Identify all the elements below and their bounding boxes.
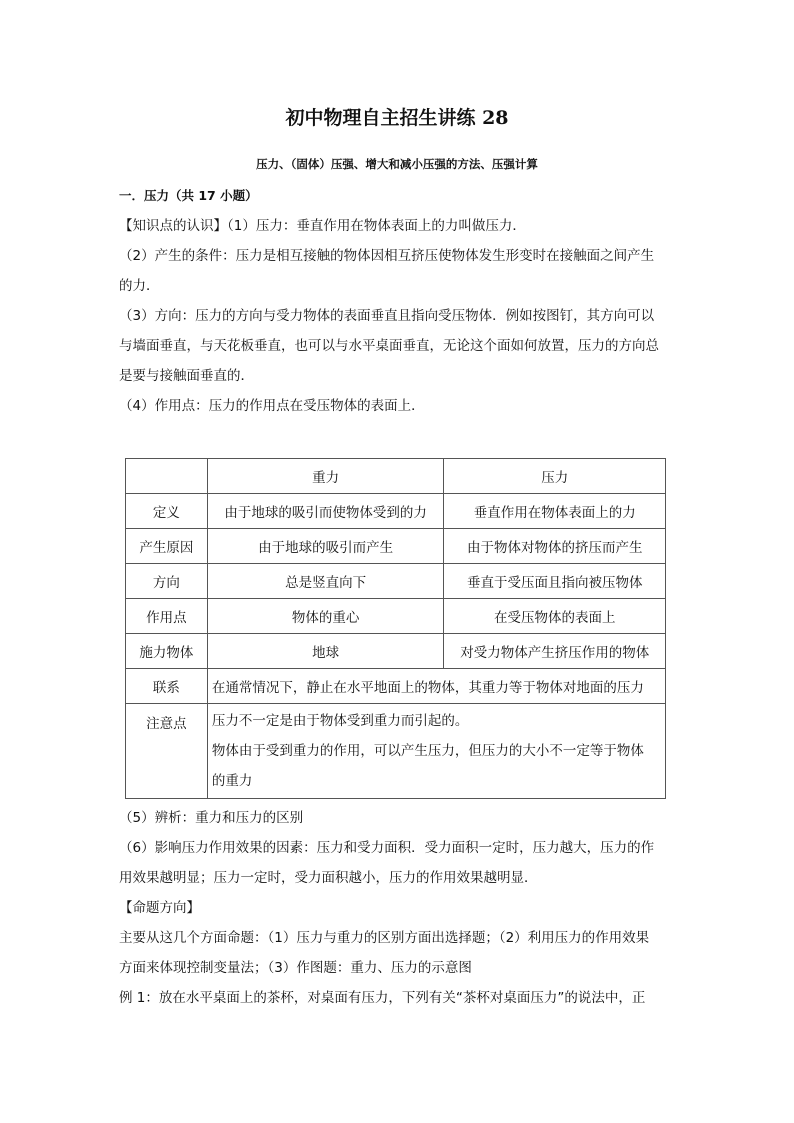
paragraph-direction-line1: （3）方向：压力的方向与受力物体的表面垂直且指向受压物体．例如按图钉，其方向可以 bbox=[119, 308, 655, 324]
paragraph-factors-line1: （6）影响压力作用效果的因素：压力和受力面积．受力面积一定时，压力越大，压力的作 bbox=[119, 840, 655, 856]
paragraph-direction-line3: 是要与接触面垂直的． bbox=[119, 368, 254, 384]
paragraph-direction-line2: 与墙面垂直，与天花板垂直，也可以与水平桌面垂直，无论这个面如何放置，压力的方向总 bbox=[119, 338, 659, 354]
note-line: 物体由于受到重力的作用，可以产生压力，但压力的大小不一定等于物体 bbox=[211, 743, 644, 759]
paragraph-definition: 【知识点的认识】（1）压力：垂直作用在物体表面上的力叫做压力． bbox=[119, 218, 526, 234]
table-cell: 物体的重心 bbox=[207, 599, 444, 634]
table-cell: 由于地球的吸引而产生 bbox=[207, 529, 444, 564]
table-row bbox=[126, 494, 666, 529]
table-cell: 地球 bbox=[207, 634, 444, 669]
document-title: 初中物理自主招生讲练 28 bbox=[285, 107, 509, 129]
table-header-cell: 压力 bbox=[444, 459, 666, 494]
subheading-direction: 【命题方向】 bbox=[119, 900, 200, 916]
table-cell: 由于地球的吸引而使物体受到的力 bbox=[207, 494, 444, 529]
note-line: 的重力 bbox=[211, 773, 253, 789]
table-cell: 垂直于受压面且指向被压物体 bbox=[444, 564, 666, 599]
table-row-label: 作用点 bbox=[126, 599, 208, 634]
table-cell: 由于物体对物体的挤压而产生 bbox=[444, 529, 666, 564]
table-row-note bbox=[126, 704, 666, 799]
table-cell: 对受力物体产生挤压作用的物体 bbox=[444, 634, 666, 669]
table-header-row bbox=[126, 459, 666, 494]
table-row-label: 产生原因 bbox=[126, 529, 208, 564]
comparison-table bbox=[125, 458, 666, 799]
paragraph-topics-line1: 主要从这几个方面命题：（1）压力与重力的区别方面出选择题；（2）利用压力的作用效果 bbox=[119, 930, 650, 946]
table-row-label: 施力物体 bbox=[126, 634, 208, 669]
paragraph-point: （4）作用点：压力的作用点在受压物体的表面上． bbox=[119, 398, 425, 414]
table-row bbox=[126, 564, 666, 599]
table-cell: 总是竖直向下 bbox=[207, 564, 444, 599]
table-row bbox=[126, 529, 666, 564]
paragraph-condition-line1: （2）产生的条件：压力是相互接触的物体因相互挤压使物体发生形变时在接触面之间产生 bbox=[119, 248, 655, 264]
relation-text: 在通常情况下，静止在水平地面上的物体，其重力等于物体对地面的压力 bbox=[207, 669, 665, 704]
table-row-label: 定义 bbox=[126, 494, 208, 529]
section-heading: 一．压力（共 17 小题） bbox=[119, 188, 258, 203]
table-row bbox=[126, 599, 666, 634]
note-line: 压力不一定是由于物体受到重力而引起的。 bbox=[211, 713, 469, 729]
table-row-relation bbox=[126, 669, 666, 704]
note-cell bbox=[207, 704, 665, 799]
table-header-cell bbox=[126, 459, 208, 494]
table-cell: 垂直作用在物体表面上的力 bbox=[444, 494, 666, 529]
section-one-intro bbox=[119, 181, 679, 421]
table-row-label: 注意点 bbox=[126, 704, 208, 799]
section-one-continued bbox=[119, 803, 679, 1013]
paragraph-topics-line2: 方面来体现控制变量法；（3）作图题：重力、压力的示意图 bbox=[119, 960, 472, 976]
paragraph-analysis: （5）辨析：重力和压力的区别 bbox=[119, 810, 304, 826]
document-subtitle: 压力、（固体）压强、增大和减小压强的方法、压强计算 bbox=[256, 157, 538, 171]
example-one: 例 1：放在水平桌面上的茶杯，对桌面有压力，下列有关“茶杯对桌面压力”的说法中，正 bbox=[119, 990, 646, 1006]
table-row-label: 联系 bbox=[126, 669, 208, 704]
table-row-label: 方向 bbox=[126, 564, 208, 599]
table-header-cell: 重力 bbox=[207, 459, 444, 494]
table-row bbox=[126, 634, 666, 669]
paragraph-factors-line2: 用效果越明显；压力一定时，受力面积越小，压力的作用效果越明显． bbox=[119, 870, 538, 886]
paragraph-condition-line2: 的力． bbox=[119, 278, 160, 294]
table-cell: 在受压物体的表面上 bbox=[444, 599, 666, 634]
